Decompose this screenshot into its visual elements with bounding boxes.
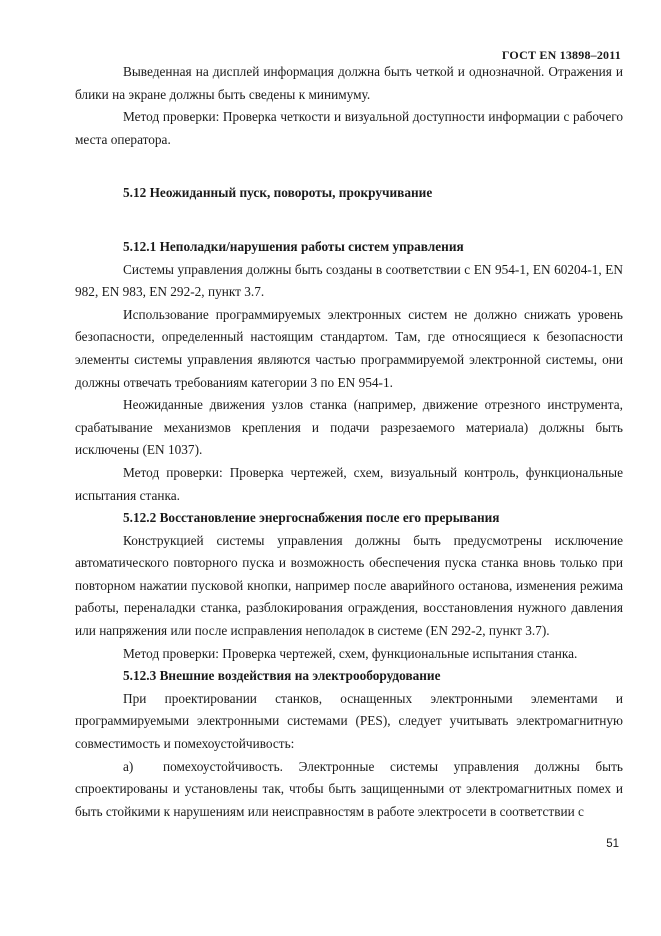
list-item-text: помехоустойчивость. Электронные системы управления должны быть спроектированы и установлены так, чтобы быть защищенными от электромагнитных помех и быть стойкими к нарушениям или неисправностям в работе электросети в соответствии с [75, 758, 623, 819]
paragraph: Метод проверки: Проверка чертежей, схем, функциональные испытания станка. [123, 645, 578, 661]
paragraph: Метод проверки: Проверка четкости и визуальной доступности информации с рабочего места оператора. [75, 109, 623, 147]
paragraph: Неожиданные движения узлов станка (например, движение отрезного инструмента, срабатывание механизмов крепления и подачи разрезаемого материала) должны быть исключены (EN 1037). [75, 397, 623, 458]
subsection-heading: 5.12.3 Внешние воздействия на электрооборудование [123, 668, 441, 684]
paragraph: Конструкцией системы управления должны быть предусмотрены исключение автоматического повторного пуска и возможность обеспечения пуска станка вновь только при повторном нажатии пусковой кнопки, например после аварийного останова, изменения режима работы, переналадки станка, разблокирования ограждения, восстановления нужного давления или напряжения или после исправления неполадок в системе (EN 292-2, пункт 3.7). [75, 532, 623, 639]
paragraph: При проектировании станков, оснащенных электронными элементами и программируемыми электронными системами (PES), следует учитывать электромагнитную совместимость и помехоустойчивость: [75, 690, 623, 752]
standard-header: ГОСТ EN 13898–2011 [501, 48, 621, 62]
paragraph: Выведенная на дисплей информация должна быть четкой и однозначной. Отражения и блики на экране должны быть сведены к минимуму. [75, 64, 623, 102]
subsection-heading: 5.12.1 Неполадки/нарушения работы систем управления [123, 238, 464, 254]
subsection-heading: 5.12.2 Восстановление энергоснабжения после его прерывания [123, 510, 500, 526]
page-number: 51 [606, 838, 619, 850]
paragraph: Использование программируемых электронных систем не должно снижать уровень безопасности, определенный настоящим стандартом. Там, где относящиеся к безопасности элементы системы управления являются частью программируемой электронной системы, они должны отвечать требованиям категории 3 по EN 954-1. [75, 306, 623, 390]
list-item-label: а) [123, 758, 134, 774]
paragraph: Системы управления должны быть созданы в соответствии с EN 954-1, EN 60204-1, EN 982, EN 983, EN 292-2, пункт 3.7. [75, 261, 623, 300]
document-body [75, 61, 623, 823]
list-item [75, 756, 623, 824]
paragraph: Метод проверки: Проверка чертежей, схем, визуальный контроль, функциональные испытания станка. [75, 464, 623, 503]
section-heading: 5.12 Неожиданный пуск, повороты, прокручивание [123, 185, 433, 201]
